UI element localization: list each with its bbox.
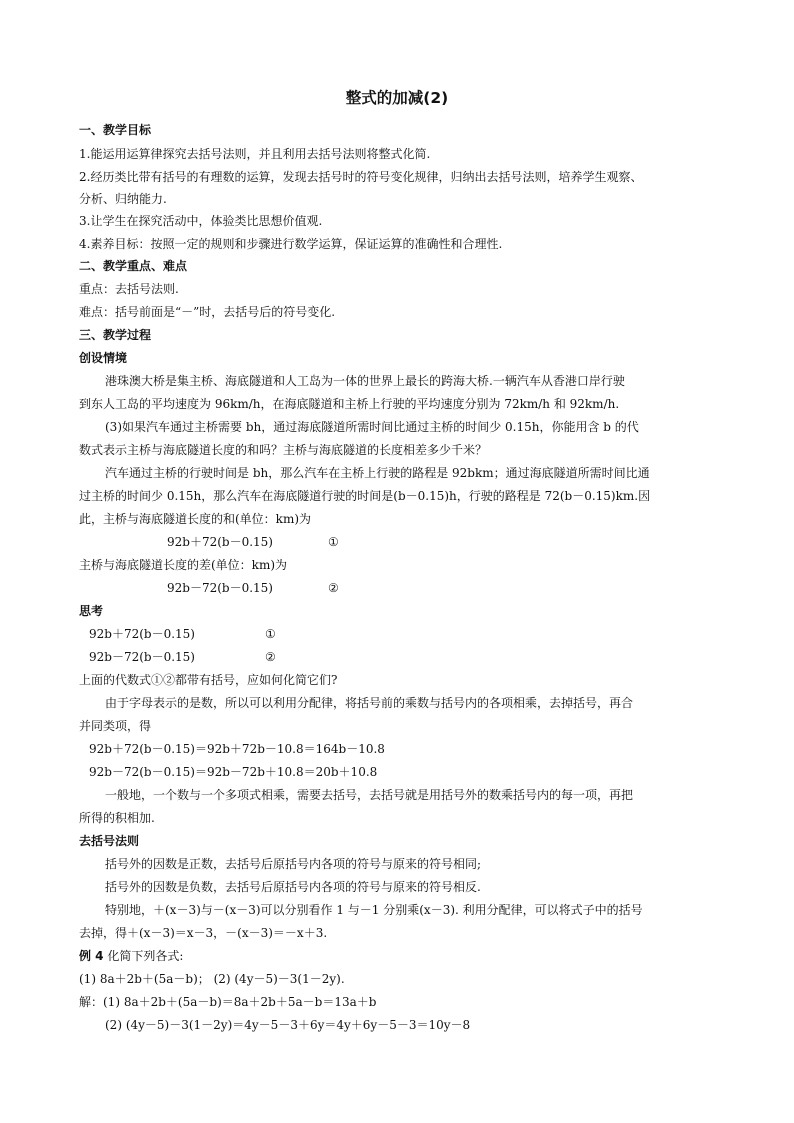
paragraph-3-line-1: 汽车通过主桥的行驶时间是 bh，那么汽车在主桥上行驶的路程是 92bkm；通过海底隧道所需时间比通 <box>105 466 650 480</box>
think-expression-2: 92b－72(b－0.15) <box>89 650 195 664</box>
paragraph-6-line-2: 去掉，得＋(x－3)＝x－3，－(x－3)＝－x＋3. <box>79 926 328 940</box>
example-4-instruction: 化简下列各式: <box>103 949 184 963</box>
paragraph-2-line-2: 数式表示主桥与海底隧道长度的和吗？主桥与海底隧道的长度相差多少千米？ <box>79 443 488 457</box>
solution-2: (2) (4y－5)－3(1－2y)＝4y－5－3＋6y＝4y＋6y－5－3＝10y－8 <box>105 1018 471 1032</box>
heading-objectives: 一、教学目标 <box>79 123 152 137</box>
circled-number-1: ① <box>328 535 339 549</box>
rule-negative: 括号外的因数是负数，去括号后原括号内各项的符号与原来的符号相反. <box>105 880 481 894</box>
paragraph-5-line-1: 一般地，一个数与一个多项式相乘，需要去括号，去括号就是用括号外的数乘括号内的每一项，再把 <box>105 788 634 802</box>
paragraph-5-line-2: 所得的积相加. <box>79 811 155 825</box>
heading-key-points: 二、教学重点、难点 <box>79 259 188 273</box>
solution-1: 解：(1) 8a＋2b＋(5a－b)＝8a＋2b＋5a－b＝13a＋b <box>79 995 377 1009</box>
page-title: 整式的加减(2) <box>345 89 449 107</box>
paragraph-4-line-1: 由于字母表示的是数，所以可以利用分配律，将括号前的乘数与括号内的各项相乘，去掉括号，再合 <box>105 696 634 710</box>
result-expression-1: 92b＋72(b－0.15)＝92b＋72b－10.8＝164b－10.8 <box>89 742 385 756</box>
paragraph-6-line-1: 特别地，＋(x－3)与－(x－3)可以分别看作 1 与－1 分别乘(x－3). 利用分配律，可以将式子中的括号 <box>105 903 643 917</box>
result-expression-2: 92b－72(b－0.15)＝92b－72b＋10.8＝20b＋10.8 <box>89 765 378 779</box>
objective-4: 4.素养目标：按照一定的规则和步骤进行数学运算，保证运算的准确性和合理性. <box>79 237 503 251</box>
think-expression-1: 92b＋72(b－0.15) <box>89 627 195 641</box>
paragraph-4-line-2: 并同类项，得 <box>79 719 152 733</box>
difficult-point: 难点：括号前面是“－”时，去括号后的符号变化. <box>79 305 336 319</box>
objective-2-line-2: 分析、归纳能力. <box>79 192 167 206</box>
heading-process: 三、教学过程 <box>79 328 152 342</box>
example-4-questions: (1) 8a＋2b＋(5a－b)； (2) (4y－5)－3(1－2y). <box>79 972 345 986</box>
expression-sum: 92b＋72(b－0.15) <box>167 535 273 549</box>
subheading-rule: 去括号法则 <box>79 834 140 848</box>
objective-3: 3.让学生在探究活动中，体验类比思想价值观. <box>79 214 323 228</box>
circled-number-2: ② <box>328 581 339 595</box>
objective-1: 1.能运用运算律探究去括号法则，并且利用去括号法则将整式化简. <box>79 147 431 161</box>
think-circled-number-1: ① <box>265 627 276 641</box>
expression-difference: 92b－72(b－0.15) <box>167 581 273 595</box>
difference-intro: 主桥与海底隧道长度的差(单位：km)为 <box>79 558 288 572</box>
paragraph-3-line-3: 此，主桥与海底隧道长度的和(单位：km)为 <box>79 512 312 526</box>
rule-positive: 括号外的因数是正数，去括号后原括号内各项的符号与原来的符号相同; <box>105 857 482 871</box>
example-4-heading <box>79 948 183 964</box>
paragraph-1-line-1: 港珠澳大桥是集主桥、海底隧道和人工岛为一体的世界上最长的跨海大桥.一辆汽车从香港口岸行驶 <box>105 374 625 388</box>
paragraph-3-line-2: 过主桥的时间少 0.15h，那么汽车在海底隧道行驶的时间是(b－0.15)h，行驶的路程是 72(b－0.15)km.因 <box>79 489 651 503</box>
paragraph-2-line-1: (3)如果汽车通过主桥需要 bh，通过海底隧道所需时间比通过主桥的时间少 0.15h，你能用含 b 的代 <box>105 420 639 434</box>
paragraph-1-line-2: 到东人工岛的平均速度为 96km/h，在海底隧道和主桥上行驶的平均速度分别为 72km/h 和 92km/h. <box>79 397 620 411</box>
subheading-situation: 创设情境 <box>79 351 128 365</box>
think-circled-number-2: ② <box>265 650 276 664</box>
question-line: 上面的代数式①②都带有括号，应如何化简它们? <box>79 673 338 687</box>
subheading-think: 思考 <box>79 604 104 618</box>
objective-2-line-1: 2.经历类比带有括号的有理数的运算，发现去括号时的符号变化规律，归纳出去括号法则，培养学生观察、 <box>79 170 643 184</box>
example-4-label: 例 4 <box>79 949 104 963</box>
key-point: 重点：去括号法则. <box>79 282 179 296</box>
